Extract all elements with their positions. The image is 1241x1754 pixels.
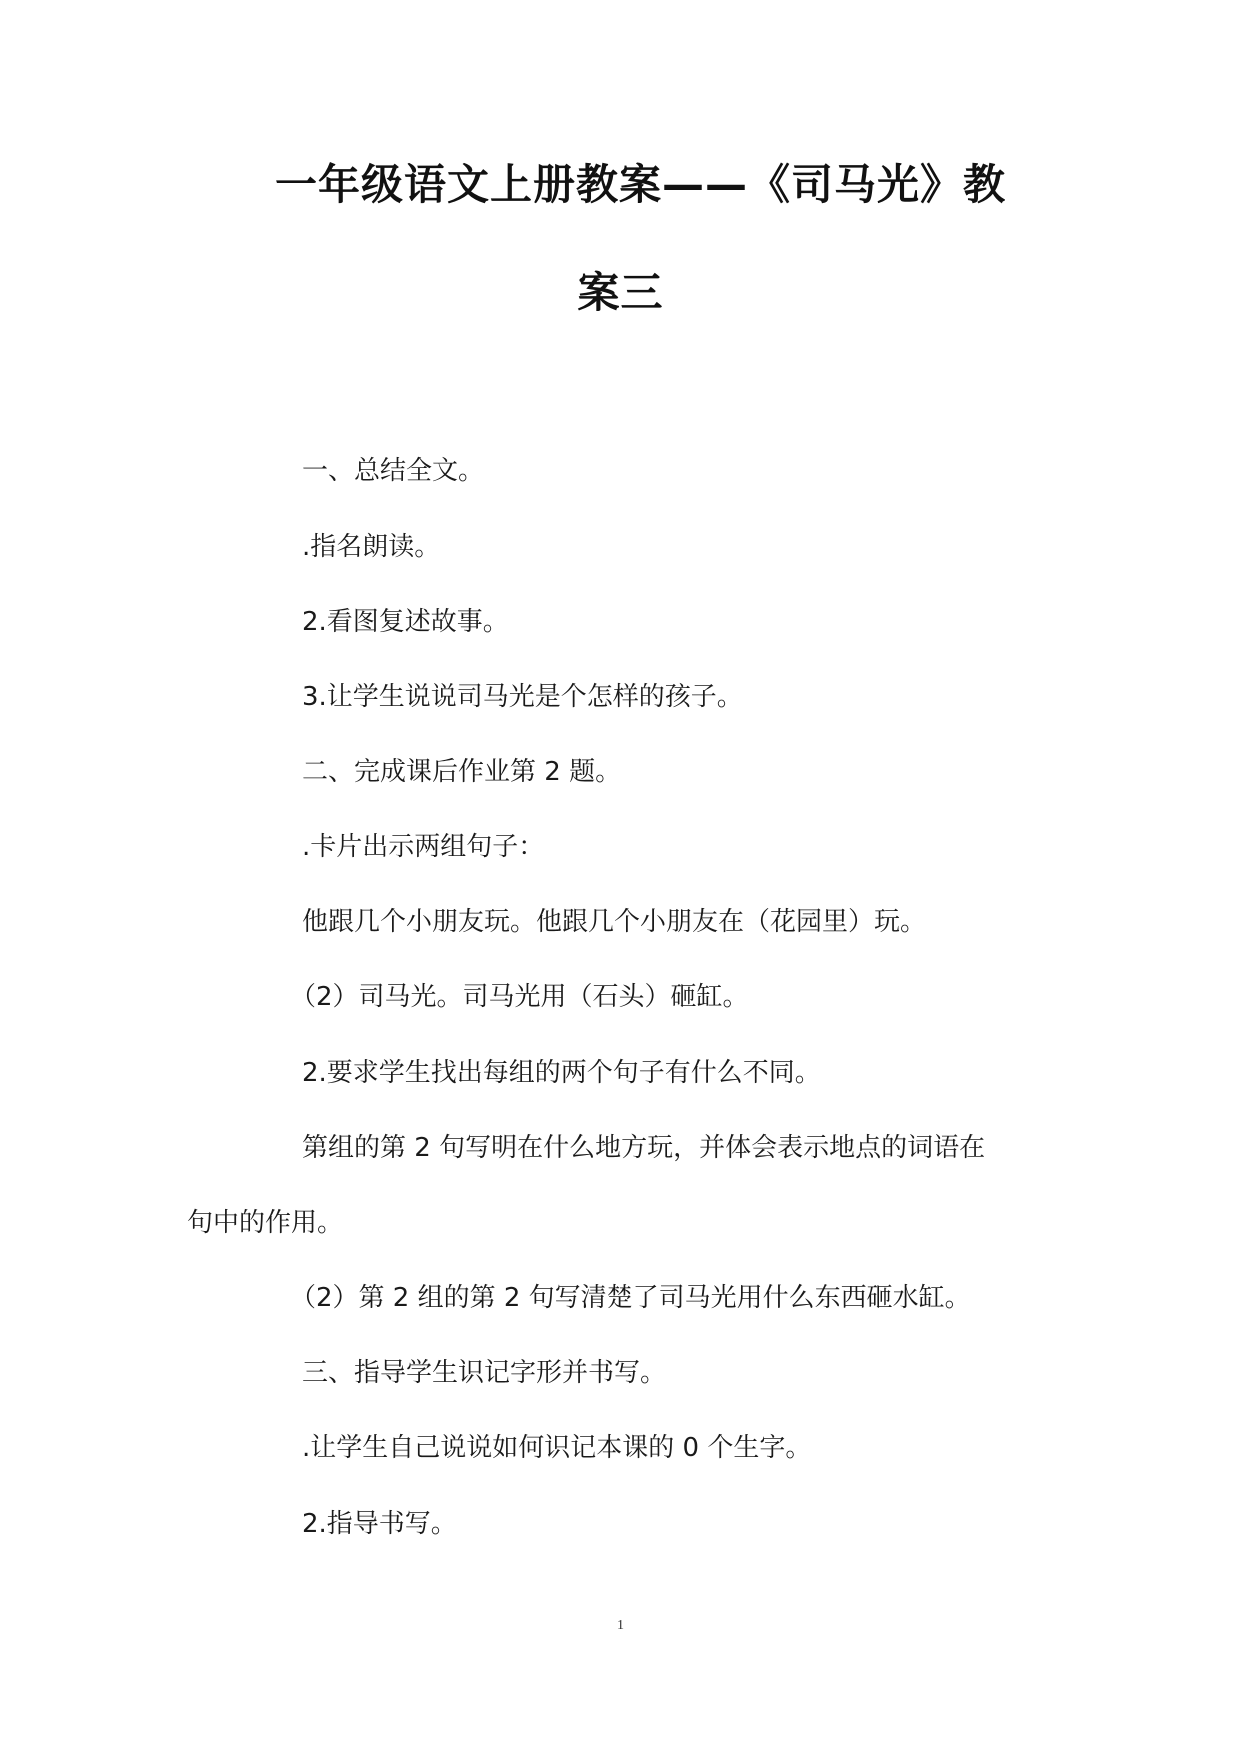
paragraph: （2）第 2 组的第 2 句写清楚了司马光用什么东西砸水缸。 [290, 1283, 971, 1313]
document-title-line-2: 案三 [577, 268, 664, 317]
paragraph: 一、总结全文。 [302, 456, 485, 486]
paragraph: 二、完成课后作业第 2 题。 [302, 757, 622, 787]
page-number: 1 [617, 1618, 624, 1633]
paragraph: 2.要求学生找出每组的两个句子有什么不同。 [302, 1058, 821, 1088]
paragraph: 第组的第 2 句写明在什么地方玩，并体会表示地点的词语在 [302, 1133, 986, 1163]
paragraph: （2）司马光。司马光用（石头）砸缸。 [290, 982, 749, 1012]
paragraph: .指名朗读。 [302, 532, 441, 562]
document-title-line-1: 一年级语文上册教案——《司马光》教 [274, 160, 1006, 209]
paragraph: 三、指导学生识记字形并书写。 [302, 1358, 667, 1388]
paragraph: .让学生自己说说如何识记本课的 0 个生字。 [302, 1433, 812, 1463]
paragraph: .卡片出示两组句子： [302, 832, 545, 862]
paragraph: 3.让学生说说司马光是个怎样的孩子。 [302, 682, 743, 712]
paragraph: 句中的作用。 [187, 1208, 344, 1238]
paragraph: 他跟几个小朋友玩。他跟几个小朋友在（花园里）玩。 [302, 907, 927, 937]
paragraph: 2.指导书写。 [302, 1509, 457, 1539]
paragraph: 2.看图复述故事。 [302, 607, 509, 637]
